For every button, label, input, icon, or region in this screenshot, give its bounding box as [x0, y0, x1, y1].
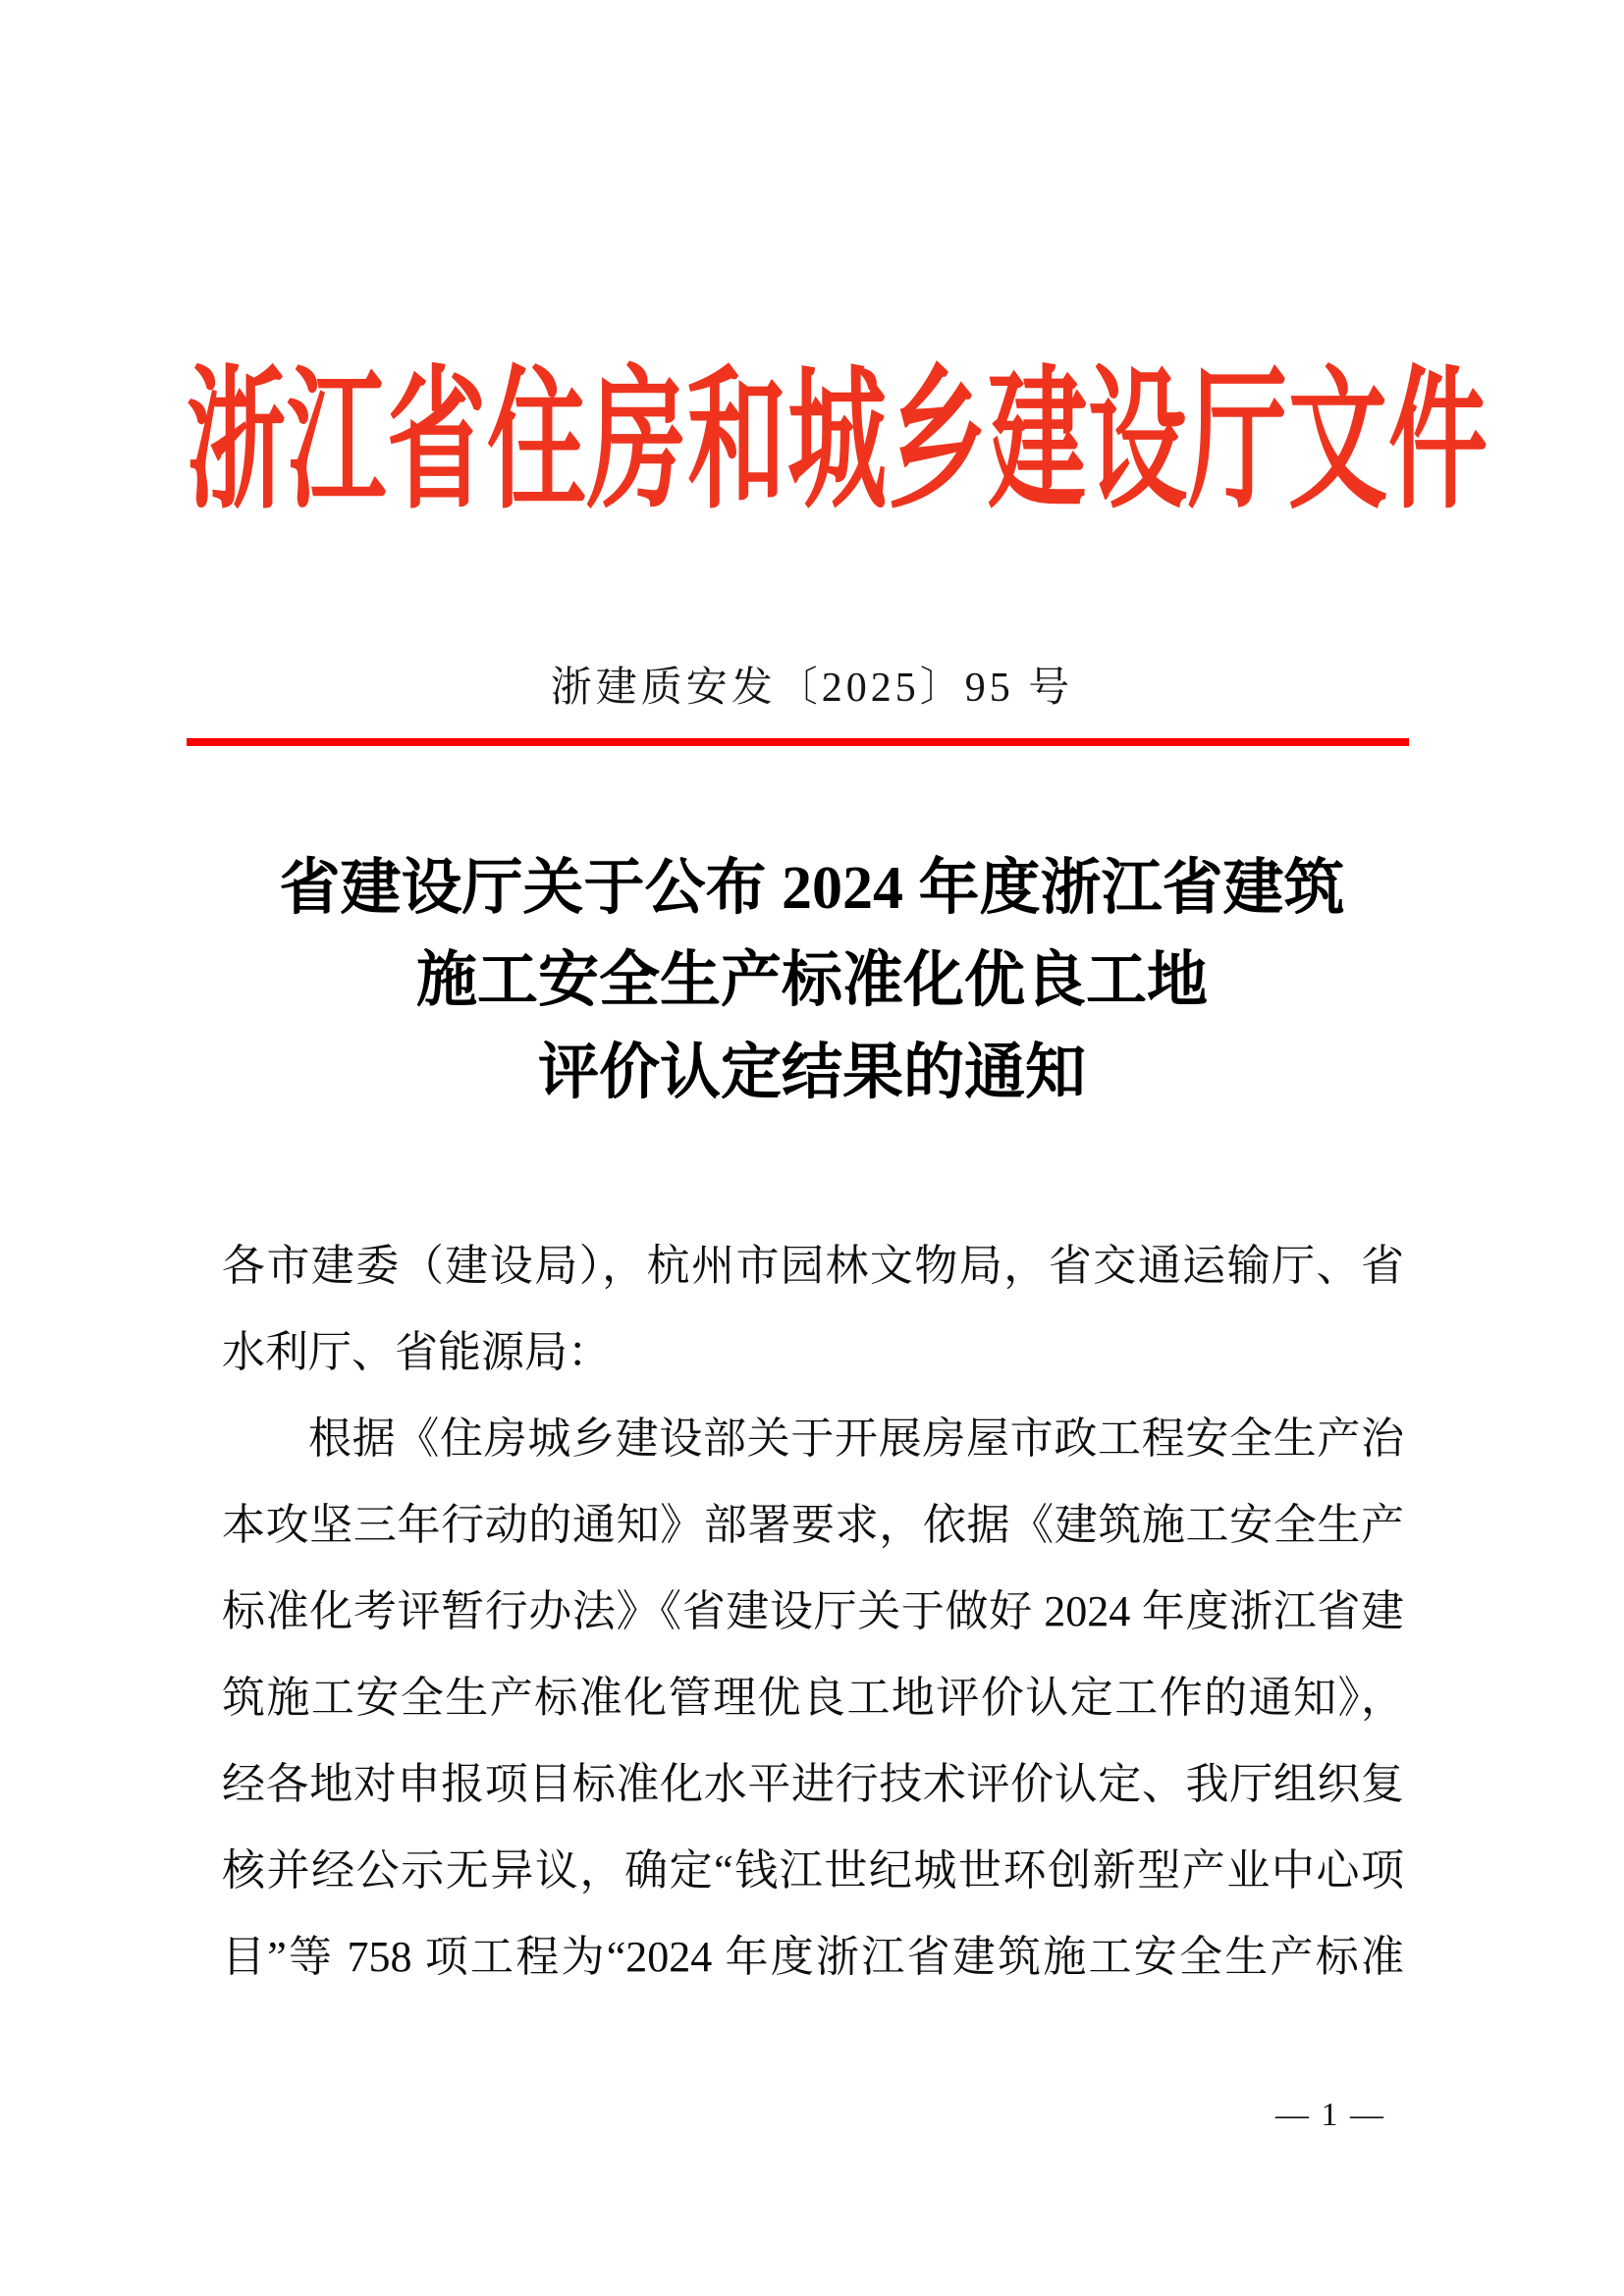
- body-text-line: 目”等 758 项工程为“2024 年度浙江省建筑施工安全生产标准: [222, 1933, 1404, 1981]
- document-body: [222, 1223, 1404, 2001]
- document-title-line-3: 评价认定结果的通知: [537, 1040, 1086, 1106]
- page-number: — 1 —: [1275, 2097, 1385, 2133]
- body-text-line: 本攻坚三年行动的通知》部署要求，依据《建筑施工安全生产: [222, 1501, 1404, 1549]
- body-text-line: 各市建委（建设局），杭州市园林文物局，省交通运输厅、省: [222, 1242, 1404, 1290]
- document-number: 浙建质安发〔2025〕95 号: [550, 666, 1074, 711]
- body-text-line: 水利厅、省能源局：: [222, 1328, 611, 1376]
- letterhead-title: [187, 356, 1489, 527]
- document-title-line-2: 施工安全生产标准化优良工地: [415, 947, 1208, 1014]
- red-divider-line: [187, 738, 1409, 746]
- body-text-line: 筑施工安全生产标准化管理优良工地评价认定工作的通知》，: [222, 1674, 1404, 1722]
- body-text-line: 标准化考评暂行办法》《省建设厅关于做好 2024 年度浙江省建: [222, 1587, 1404, 1635]
- document-title: [0, 842, 1624, 1119]
- letterhead-title-text: 浙江省住房和城乡建设厅文件: [187, 356, 1489, 527]
- document-title-line-1: 省建设厅关于公布 2024 年度浙江省建筑: [279, 855, 1345, 922]
- body-text-line: 核并经公示无异议，确定“钱江世纪城世环创新型产业中心项: [222, 1846, 1404, 1895]
- body-text-line: 根据《住房城乡建设部关于开展房屋市政工程安全生产治: [308, 1415, 1404, 1463]
- body-text-line: 经各地对申报项目标准化水平进行技术评价认定、我厅组织复: [222, 1760, 1404, 1808]
